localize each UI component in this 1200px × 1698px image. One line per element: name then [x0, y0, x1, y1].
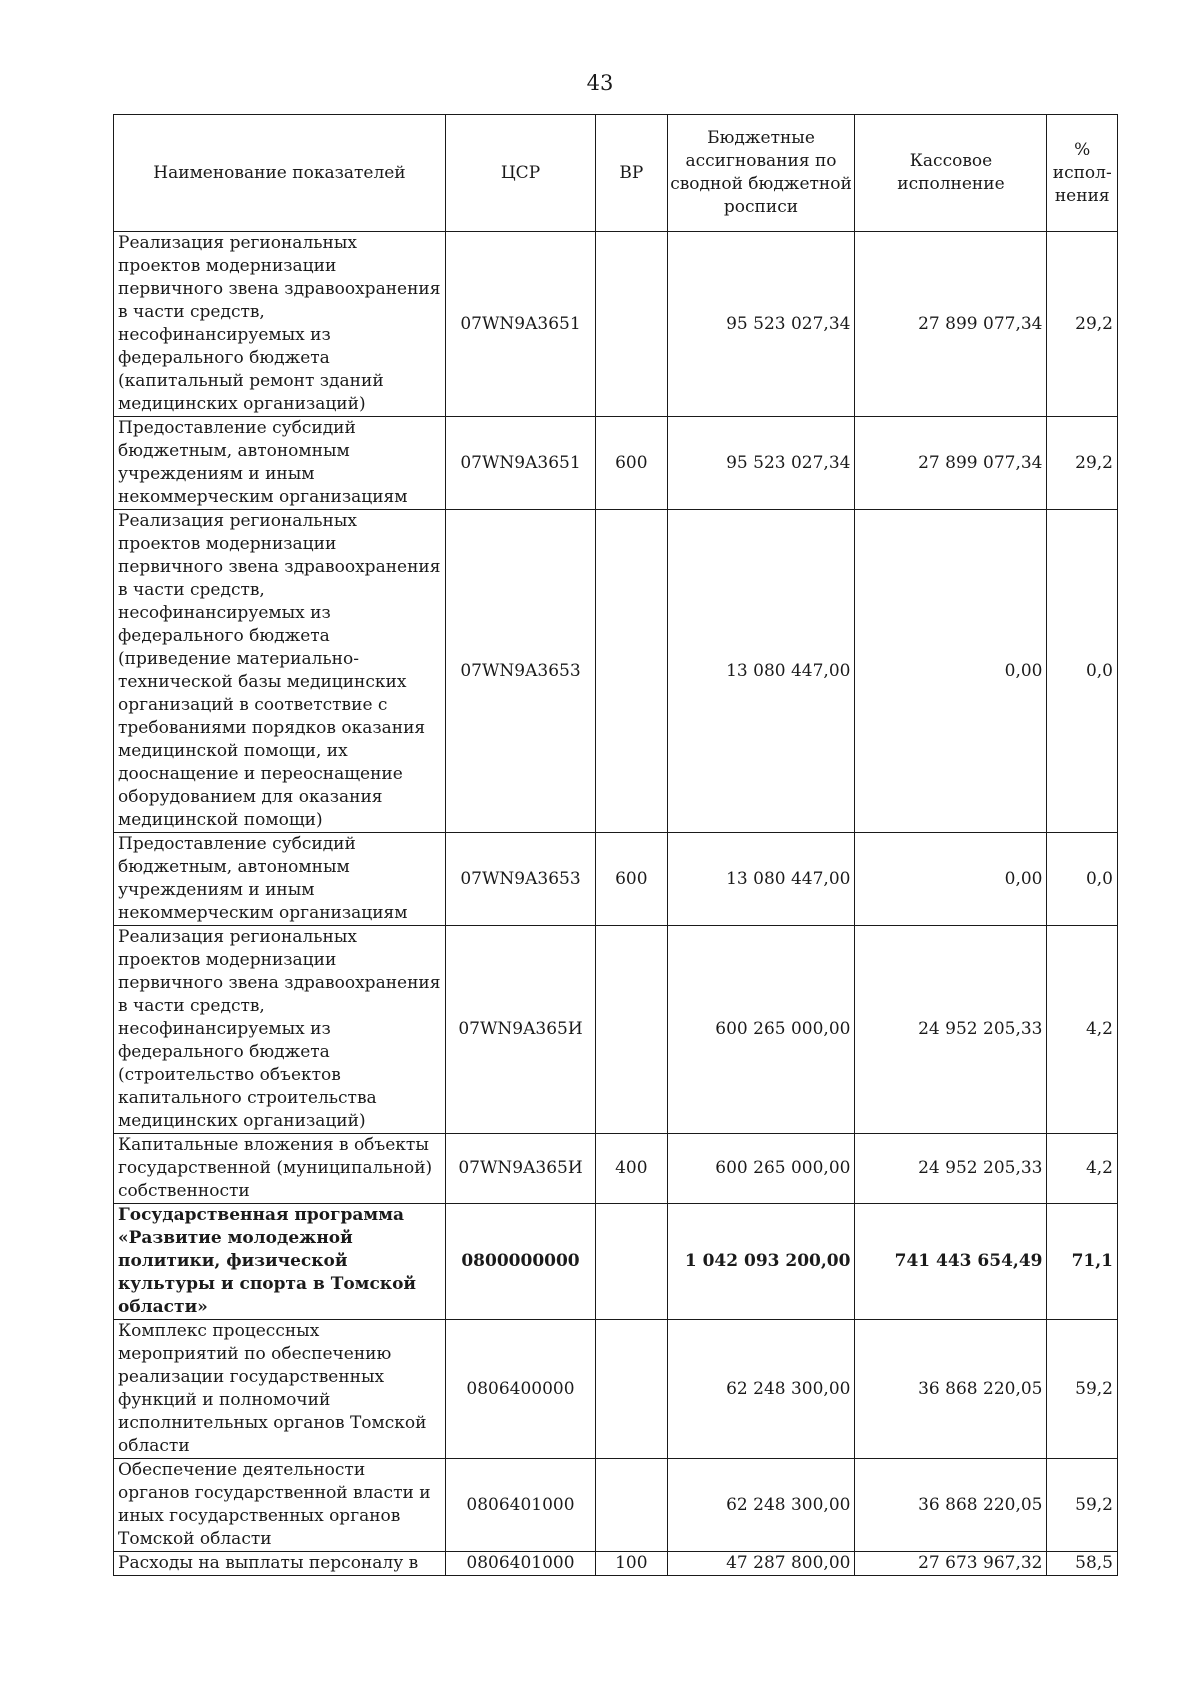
row-csr: 07WN9A3651: [445, 232, 595, 417]
row-cash: 24 952 205,33: [855, 926, 1047, 1134]
row-budget: 62 248 300,00: [667, 1459, 855, 1552]
row-percent: 59,2: [1047, 1459, 1118, 1552]
row-vr: [596, 1459, 667, 1552]
row-name: Реализация региональных проектов модернизации первичного звена здравоохранения в части средств, несофинансируемых из федерального бюджета (капитальный ремонт зданий медицинских организаций): [114, 232, 446, 417]
row-csr: 0806400000: [445, 1320, 595, 1459]
row-name: Реализация региональных проектов модернизации первичного звена здравоохранения в части средств, несофинансируемых из федерального бюджета (строительство объектов капитального строительства медицинских организаций): [114, 926, 446, 1134]
row-percent: 29,2: [1047, 232, 1118, 417]
table-row: [114, 1552, 1118, 1576]
row-name: Капитальные вложения в объекты государственной (муниципальной) собственности: [114, 1134, 446, 1204]
row-cash: 0,00: [855, 833, 1047, 926]
budget-execution-table: [113, 114, 1118, 1576]
row-budget: 600 265 000,00: [667, 1134, 855, 1204]
row-percent: 58,5: [1047, 1552, 1118, 1576]
row-budget: 95 523 027,34: [667, 417, 855, 510]
row-name: Реализация региональных проектов модернизации первичного звена здравоохранения в части средств, несофинансируемых из федерального бюджета (приведение материально-технической базы медицинских организаций в соответствие с требованиями порядков оказания медицинской помощи, их дооснащение и переоснащение оборудованием для оказания медицинской помощи): [114, 510, 446, 833]
header-row: [114, 115, 1118, 232]
row-budget: 600 265 000,00: [667, 926, 855, 1134]
row-csr: 0800000000: [445, 1204, 595, 1320]
table-row: [114, 926, 1118, 1134]
row-budget: 13 080 447,00: [667, 510, 855, 833]
row-percent: 0,0: [1047, 510, 1118, 833]
row-name: Предоставление субсидий бюджетным, автономным учреждениям и иным некоммерческим организациям: [114, 417, 446, 510]
row-percent: 4,2: [1047, 1134, 1118, 1204]
row-csr: 0806401000: [445, 1459, 595, 1552]
table-row-program: [114, 1204, 1118, 1320]
row-percent: 59,2: [1047, 1320, 1118, 1459]
header-percent: % испол-нения: [1047, 115, 1118, 232]
row-name: Предоставление субсидий бюджетным, автономным учреждениям и иным некоммерческим организациям: [114, 833, 446, 926]
header-vr: ВР: [596, 115, 667, 232]
row-cash: 24 952 205,33: [855, 1134, 1047, 1204]
row-csr: 07WN9A3653: [445, 510, 595, 833]
row-name: Обеспечение деятельности органов государственной власти и иных государственных органов Томской области: [114, 1459, 446, 1552]
row-cash: 741 443 654,49: [855, 1204, 1047, 1320]
page-number: 43: [586, 71, 614, 95]
row-vr: [596, 926, 667, 1134]
row-budget: 47 287 800,00: [667, 1552, 855, 1576]
row-percent: 71,1: [1047, 1204, 1118, 1320]
row-csr: 07WN9A365И: [445, 926, 595, 1134]
header-csr: ЦСР: [445, 115, 595, 232]
table-row: [114, 417, 1118, 510]
row-vr: 600: [596, 417, 667, 510]
row-vr: 100: [596, 1552, 667, 1576]
row-vr: [596, 232, 667, 417]
table-row: [114, 1320, 1118, 1459]
table-row: [114, 232, 1118, 417]
row-name: Комплекс процессных мероприятий по обеспечению реализации государственных функций и полномочий исполнительных органов Томской области: [114, 1320, 446, 1459]
row-vr: 600: [596, 833, 667, 926]
row-budget: 13 080 447,00: [667, 833, 855, 926]
header-name: Наименование показателей: [114, 115, 446, 232]
row-budget: 1 042 093 200,00: [667, 1204, 855, 1320]
row-csr: 0806401000: [445, 1552, 595, 1576]
row-csr: 07WN9A365И: [445, 1134, 595, 1204]
row-percent: 4,2: [1047, 926, 1118, 1134]
row-cash: 27 899 077,34: [855, 232, 1047, 417]
row-name: Государственная программа «Развитие молодежной политики, физической культуры и спорта в Томской области»: [114, 1204, 446, 1320]
table-row: [114, 510, 1118, 833]
row-vr: [596, 1204, 667, 1320]
row-budget: 95 523 027,34: [667, 232, 855, 417]
row-name: Расходы на выплаты персоналу в: [114, 1552, 446, 1576]
row-vr: [596, 510, 667, 833]
row-percent: 0,0: [1047, 833, 1118, 926]
row-percent: 29,2: [1047, 417, 1118, 510]
row-budget: 62 248 300,00: [667, 1320, 855, 1459]
row-vr: 400: [596, 1134, 667, 1204]
row-csr: 07WN9A3653: [445, 833, 595, 926]
table-row: [114, 1459, 1118, 1552]
row-cash: 36 868 220,05: [855, 1320, 1047, 1459]
row-cash: 0,00: [855, 510, 1047, 833]
table-row: [114, 833, 1118, 926]
row-vr: [596, 1320, 667, 1459]
row-cash: 27 899 077,34: [855, 417, 1047, 510]
row-cash: 27 673 967,32: [855, 1552, 1047, 1576]
header-budget: Бюджетные ассигнования по сводной бюджетной росписи: [667, 115, 855, 232]
header-cash: Кассовое исполнение: [855, 115, 1047, 232]
row-csr: 07WN9A3651: [445, 417, 595, 510]
row-cash: 36 868 220,05: [855, 1459, 1047, 1552]
table-row: [114, 1134, 1118, 1204]
